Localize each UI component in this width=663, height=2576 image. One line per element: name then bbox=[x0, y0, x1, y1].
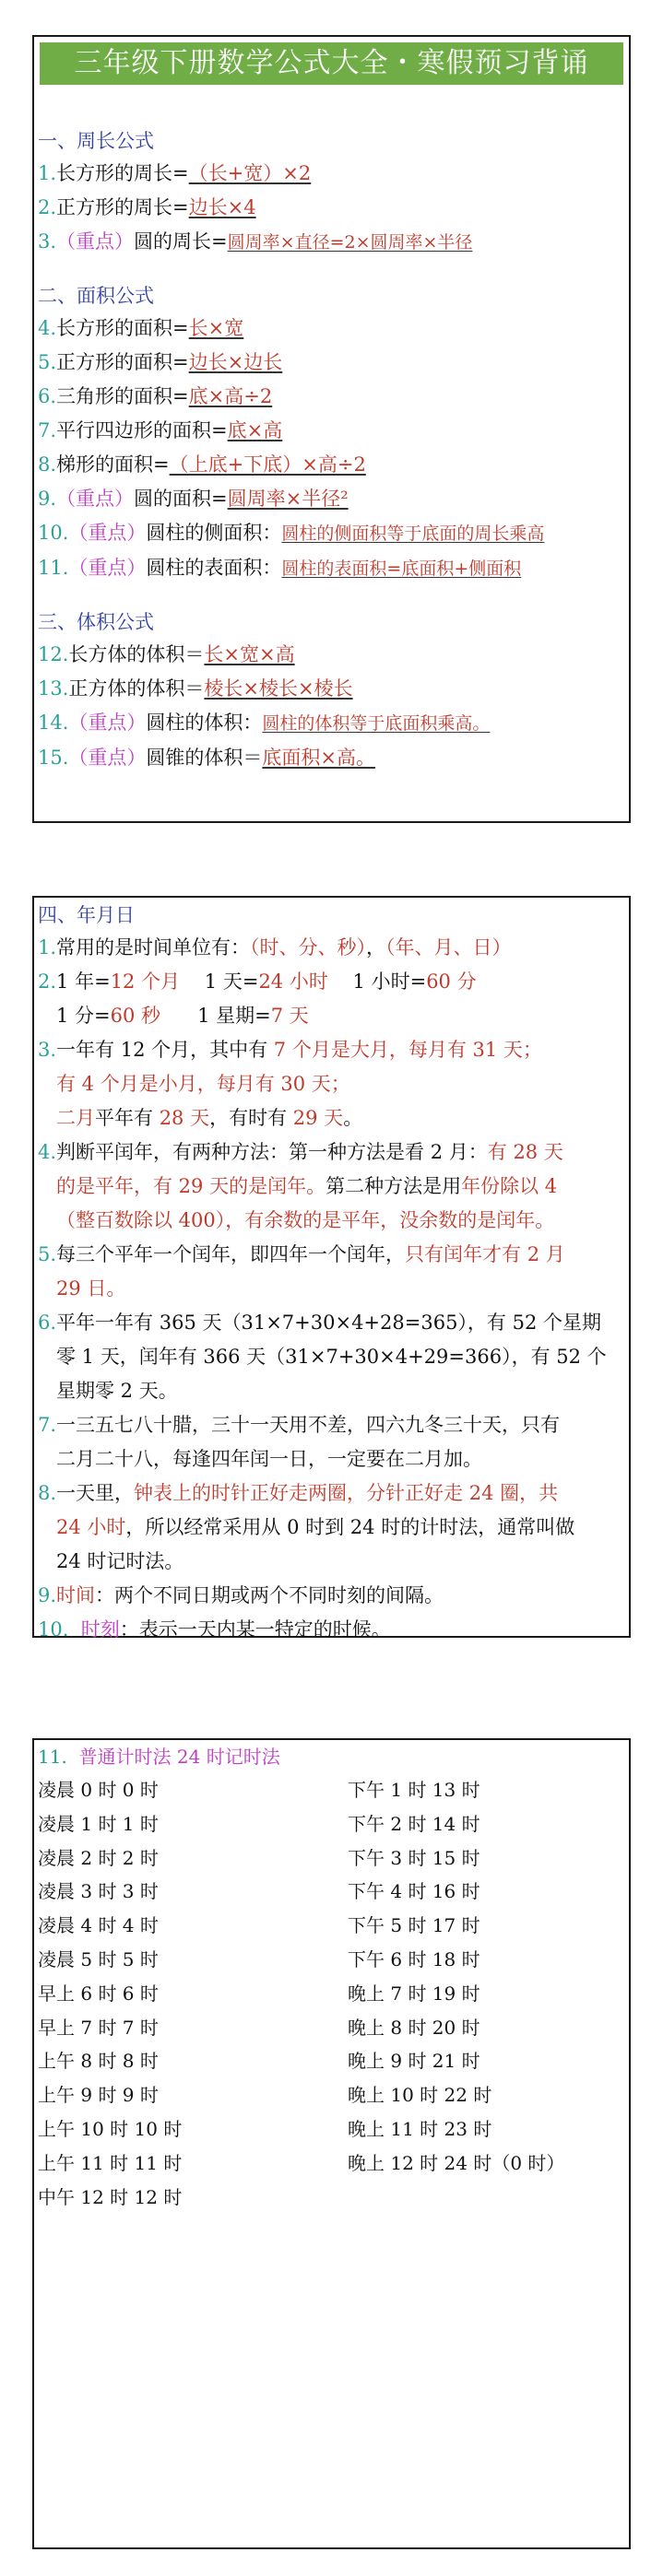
item-number: 8. bbox=[38, 453, 57, 476]
text-line bbox=[38, 1101, 625, 1135]
text-segment: 平年有 bbox=[95, 1107, 160, 1129]
item-number: 2. bbox=[38, 970, 57, 993]
time-row: 凌晨 4 时 4 时 bbox=[38, 1914, 159, 1937]
formula-label: 圆的周长= bbox=[134, 230, 228, 253]
time-row: 晚上 7 时 19 时 bbox=[348, 1982, 480, 2005]
formula-expression: （长+宽）×2 bbox=[188, 162, 312, 184]
text-segment: 有 4 个月是小月，每月有 30 天； bbox=[56, 1073, 350, 1095]
formula-label: 梯形的面积= bbox=[56, 453, 170, 476]
time-row: 下午 1 时 13 时 bbox=[348, 1779, 480, 1801]
formula-line bbox=[38, 225, 625, 260]
formula-expression: 圆周率×直径=2×圆周率×半径 bbox=[227, 232, 473, 253]
text-line bbox=[38, 1374, 625, 1408]
formula-label: 圆锥的体积＝ bbox=[146, 747, 263, 769]
time-row: 上午 9 时 9 时 bbox=[38, 2084, 159, 2107]
time-row: 晚上 8 时 20 时 bbox=[348, 2016, 480, 2039]
formula-label: 正方形的面积= bbox=[56, 351, 189, 373]
formula-sections bbox=[38, 125, 625, 775]
formula-expression: （上底+下底）×高÷2 bbox=[169, 453, 366, 476]
formula-line bbox=[38, 638, 625, 672]
text-segment: 常用的是时间单位有： bbox=[56, 936, 251, 959]
formula-section bbox=[38, 606, 625, 775]
time-row: 下午 6 时 18 时 bbox=[348, 1947, 480, 1970]
time-row: 上午 8 时 8 时 bbox=[38, 2050, 159, 2073]
list-item bbox=[38, 1579, 625, 1613]
text-segment: 29 天 bbox=[292, 1107, 344, 1129]
text-segment: 7 天 bbox=[270, 1005, 309, 1027]
list-item bbox=[38, 1135, 625, 1238]
item-number: 4. bbox=[38, 317, 57, 339]
list-item bbox=[38, 1238, 625, 1306]
item-number: 9. bbox=[38, 488, 57, 510]
formula-label: 正方形的周长= bbox=[56, 196, 189, 218]
formula-label: 平行四边形的面积= bbox=[56, 419, 228, 441]
page-title: 三年级下册数学公式大全・寒假预习背诵 bbox=[40, 42, 623, 85]
text-segment: 28 天 bbox=[159, 1107, 210, 1129]
formula-expression: 底×高÷2 bbox=[188, 385, 273, 407]
item-number: 8. bbox=[38, 1482, 57, 1504]
important-tag: （重点） bbox=[68, 747, 147, 769]
text-segment: 一年有 12 个月，其中有 bbox=[56, 1039, 274, 1061]
formula-panel-2 bbox=[32, 896, 631, 1641]
item-number: 11. bbox=[38, 1746, 67, 1768]
formula-line bbox=[38, 312, 625, 346]
list-item bbox=[38, 931, 625, 965]
formula-expression: 长×宽×高 bbox=[204, 643, 295, 665]
text-segment: 1 星期= bbox=[160, 1005, 271, 1027]
text-segment: 一三五七八十腊，三十一天用不差，四六九冬三十天，只有 bbox=[56, 1414, 561, 1436]
time-row: 早上 7 时 7 时 bbox=[38, 2016, 159, 2039]
text-segment: （整百数除以 400），有余数的是平年，没余数的是闰年。 bbox=[56, 1209, 555, 1231]
list-item bbox=[38, 1033, 625, 1135]
item-number: 4. bbox=[38, 1141, 57, 1163]
text-line bbox=[38, 1306, 625, 1340]
important-tag: （重点） bbox=[56, 488, 135, 510]
time-row: 凌晨 2 时 2 时 bbox=[38, 1846, 159, 1869]
time-row: 凌晨 0 时 0 时 bbox=[38, 1779, 159, 1801]
item-number: 7. bbox=[38, 1414, 57, 1436]
formula-line bbox=[38, 672, 625, 706]
text-segment: 1 年= bbox=[56, 970, 111, 993]
text-line bbox=[38, 1272, 625, 1306]
formula-line bbox=[38, 706, 625, 741]
formula-expression: 圆柱的体积等于底面积乘高。 bbox=[262, 713, 491, 734]
formula-label: 三角形的面积= bbox=[56, 385, 189, 407]
time-row: 凌晨 1 时 1 时 bbox=[38, 1812, 159, 1835]
heading-text: 普通计时法 24 时记时法 bbox=[66, 1746, 280, 1768]
item-number: 11. bbox=[38, 557, 69, 579]
text-segment: 60 秒 bbox=[110, 1005, 161, 1027]
time-row: 晚上 11 时 23 时 bbox=[348, 2117, 492, 2140]
formula-label: 长方体的体积＝ bbox=[68, 643, 205, 665]
item-number: 5. bbox=[38, 351, 57, 373]
formula-expression: 底×高 bbox=[227, 419, 283, 441]
text-segment: 24 小时 bbox=[56, 1516, 126, 1538]
section-heading: 三、体积公式 bbox=[38, 611, 154, 633]
section-heading: 一、周长公式 bbox=[38, 130, 154, 152]
text-segment: ，有时有 bbox=[209, 1107, 293, 1129]
term-label: 时刻 bbox=[68, 1618, 120, 1641]
item-number: 1. bbox=[38, 162, 57, 184]
text-segment: ， bbox=[366, 936, 386, 959]
important-tag: （重点） bbox=[56, 230, 135, 253]
formula-line bbox=[38, 414, 625, 448]
list-item bbox=[38, 1408, 625, 1476]
formula-label: 正方体的体积＝ bbox=[68, 677, 205, 700]
formula-label: 圆柱的体积： bbox=[146, 712, 263, 734]
text-line bbox=[38, 1408, 625, 1442]
text-line bbox=[38, 965, 625, 999]
list-item bbox=[38, 965, 625, 1033]
text-line bbox=[38, 1511, 625, 1545]
text-line bbox=[38, 1340, 625, 1374]
term-definition: ：两个不同日期或两个不同时刻的间隔。 bbox=[95, 1584, 444, 1606]
time-row: 下午 2 时 14 时 bbox=[348, 1812, 480, 1835]
text-segment: 每三个平年一个闰年，即四年一个闰年， bbox=[56, 1243, 406, 1265]
text-line bbox=[38, 1442, 625, 1476]
text-segment: 平年一年有 365 天（31×7+30×4+28=365），有 52 个星期 bbox=[56, 1312, 601, 1334]
item-number: 1. bbox=[38, 936, 57, 959]
time-row: 早上 6 时 6 时 bbox=[38, 1982, 159, 2005]
text-segment: 二月 bbox=[56, 1107, 95, 1129]
text-segment: 判断平闰年，有两种方法：第一种方法是看 2 月： bbox=[56, 1141, 488, 1163]
item-number: 9. bbox=[38, 1584, 57, 1606]
text-segment: 1 小时= bbox=[327, 970, 427, 993]
formula-expression: 边长×边长 bbox=[188, 351, 283, 373]
text-segment: 1 天= bbox=[180, 970, 259, 993]
text-line bbox=[38, 1067, 625, 1101]
text-segment: 29 日。 bbox=[56, 1277, 126, 1300]
item-number: 6. bbox=[38, 1312, 57, 1334]
term-definition: ：表示一天内某一特定的时候。 bbox=[119, 1618, 391, 1641]
time-row: 晚上 9 时 21 时 bbox=[348, 2050, 480, 2073]
text-segment: 二月二十八，每逢四年闰一日，一定要在二月加。 bbox=[56, 1448, 482, 1470]
text-segment: 星期零 2 天。 bbox=[56, 1380, 178, 1402]
text-line bbox=[38, 1476, 625, 1511]
time-row: 下午 5 时 17 时 bbox=[348, 1914, 480, 1937]
text-segment: 1 分= bbox=[56, 1005, 111, 1027]
time-row: 下午 3 时 15 时 bbox=[348, 1846, 480, 1869]
text-segment: 60 分 bbox=[426, 970, 477, 993]
formula-label: 长方形的周长= bbox=[56, 162, 189, 184]
formula-line bbox=[38, 551, 625, 586]
time-system-section bbox=[38, 1740, 625, 2208]
formula-expression: 长×宽 bbox=[188, 317, 244, 339]
text-segment: 24 时记时法。 bbox=[56, 1550, 184, 1572]
text-segment: 年份除以 4 bbox=[461, 1175, 558, 1197]
item-number: 6. bbox=[38, 385, 57, 407]
list-item bbox=[38, 1306, 625, 1408]
item-number: 3. bbox=[38, 1039, 57, 1061]
time-row: 下午 4 时 16 时 bbox=[348, 1880, 480, 1903]
item-number: 14. bbox=[38, 712, 69, 734]
text-line bbox=[38, 1135, 625, 1170]
formula-section bbox=[38, 280, 625, 586]
formula-expression: 边长×4 bbox=[188, 196, 256, 218]
item-number: 5. bbox=[38, 1243, 57, 1265]
text-segment: 。 bbox=[343, 1107, 363, 1129]
item-number: 10. bbox=[38, 522, 69, 544]
time-row: 凌晨 3 时 3 时 bbox=[38, 1880, 159, 1903]
section-heading: 二、面积公式 bbox=[38, 285, 154, 307]
formula-panel-1 bbox=[32, 35, 631, 823]
item-number: 15. bbox=[38, 747, 69, 769]
text-line bbox=[38, 1238, 625, 1272]
text-segment: 第二种方法是用 bbox=[326, 1175, 462, 1197]
list-item bbox=[38, 1613, 625, 1647]
item-number: 12. bbox=[38, 643, 69, 665]
item-number: 13. bbox=[38, 677, 69, 700]
text-segment: （时、分、秒） bbox=[250, 936, 367, 959]
time-system-heading bbox=[38, 1740, 625, 1773]
formula-label: 圆的面积= bbox=[134, 488, 228, 510]
formula-line bbox=[38, 191, 625, 225]
text-segment: 只有闰年才有 2 月 bbox=[405, 1243, 565, 1265]
item-number: 10. bbox=[38, 1618, 69, 1641]
text-segment: 24 小时 bbox=[258, 970, 328, 993]
important-tag: （重点） bbox=[68, 712, 147, 734]
formula-expression: 棱长×棱长×棱长 bbox=[204, 677, 353, 700]
item-number: 3. bbox=[38, 230, 57, 253]
formula-expression: 圆周率×半径² bbox=[227, 488, 349, 510]
formula-expression: 圆柱的表面积=底面积+侧面积 bbox=[281, 559, 522, 579]
item-number: 7. bbox=[38, 419, 57, 441]
term-label: 时间 bbox=[56, 1584, 96, 1606]
formula-line bbox=[38, 482, 625, 516]
formula-label: 圆柱的表面积： bbox=[146, 557, 282, 579]
important-tag: （重点） bbox=[68, 557, 147, 579]
text-segment: 一天里， bbox=[56, 1482, 135, 1504]
section-heading: 四、年月日 bbox=[38, 904, 135, 926]
item-number: 2. bbox=[38, 196, 57, 218]
text-segment: ，所以经常采用从 0 时到 24 时的计时法，通常叫做 bbox=[125, 1516, 575, 1538]
text-line bbox=[38, 1170, 625, 1204]
formula-line bbox=[38, 346, 625, 380]
list-item bbox=[38, 1476, 625, 1579]
time-column-left bbox=[38, 1773, 182, 2214]
formula-label: 圆柱的侧面积： bbox=[146, 522, 282, 544]
formula-panel-3 bbox=[32, 1738, 631, 2549]
time-row: 凌晨 5 时 5 时 bbox=[38, 1947, 159, 1970]
text-segment: 有 28 天 bbox=[487, 1141, 563, 1163]
year-month-day-items bbox=[38, 931, 625, 1647]
text-segment: 的是平年，有 29 天的是闰年。 bbox=[56, 1175, 326, 1197]
text-segment: 钟表上的时针正好走两圈，分针正好走 24 圈，共 bbox=[134, 1482, 559, 1504]
time-column-right bbox=[348, 1773, 564, 2181]
formula-section bbox=[38, 125, 625, 260]
formula-line bbox=[38, 157, 625, 191]
formula-line bbox=[38, 448, 625, 482]
formula-label: 长方形的面积= bbox=[56, 317, 189, 339]
text-line bbox=[38, 999, 625, 1033]
formula-line bbox=[38, 741, 625, 775]
important-tag: （重点） bbox=[68, 522, 147, 544]
text-line bbox=[38, 1545, 625, 1579]
formula-expression: 底面积×高。 bbox=[262, 747, 376, 769]
time-row: 中午 12 时 12 时 bbox=[38, 2185, 183, 2208]
formula-line bbox=[38, 380, 625, 414]
text-line bbox=[38, 1204, 625, 1238]
text-segment: 零 1 天，闰年有 366 天（31×7+30×4+29=366），有 52 个 bbox=[56, 1346, 607, 1368]
formula-line bbox=[38, 516, 625, 551]
time-row: 晚上 12 时 24 时（0 时） bbox=[348, 2151, 565, 2174]
text-segment: 12 个月 bbox=[110, 970, 181, 993]
year-month-day-section bbox=[38, 898, 625, 1647]
time-row: 晚上 10 时 22 时 bbox=[348, 2084, 492, 2107]
time-row: 上午 11 时 11 时 bbox=[38, 2151, 183, 2174]
time-row: 上午 10 时 10 时 bbox=[38, 2117, 183, 2140]
text-segment: 7 个月是大月，每月有 31 天； bbox=[273, 1039, 542, 1061]
formula-expression: 圆柱的侧面积等于底面的周长乘高 bbox=[281, 523, 545, 544]
text-segment: （年、月、日） bbox=[385, 936, 512, 959]
text-line bbox=[38, 1033, 625, 1067]
